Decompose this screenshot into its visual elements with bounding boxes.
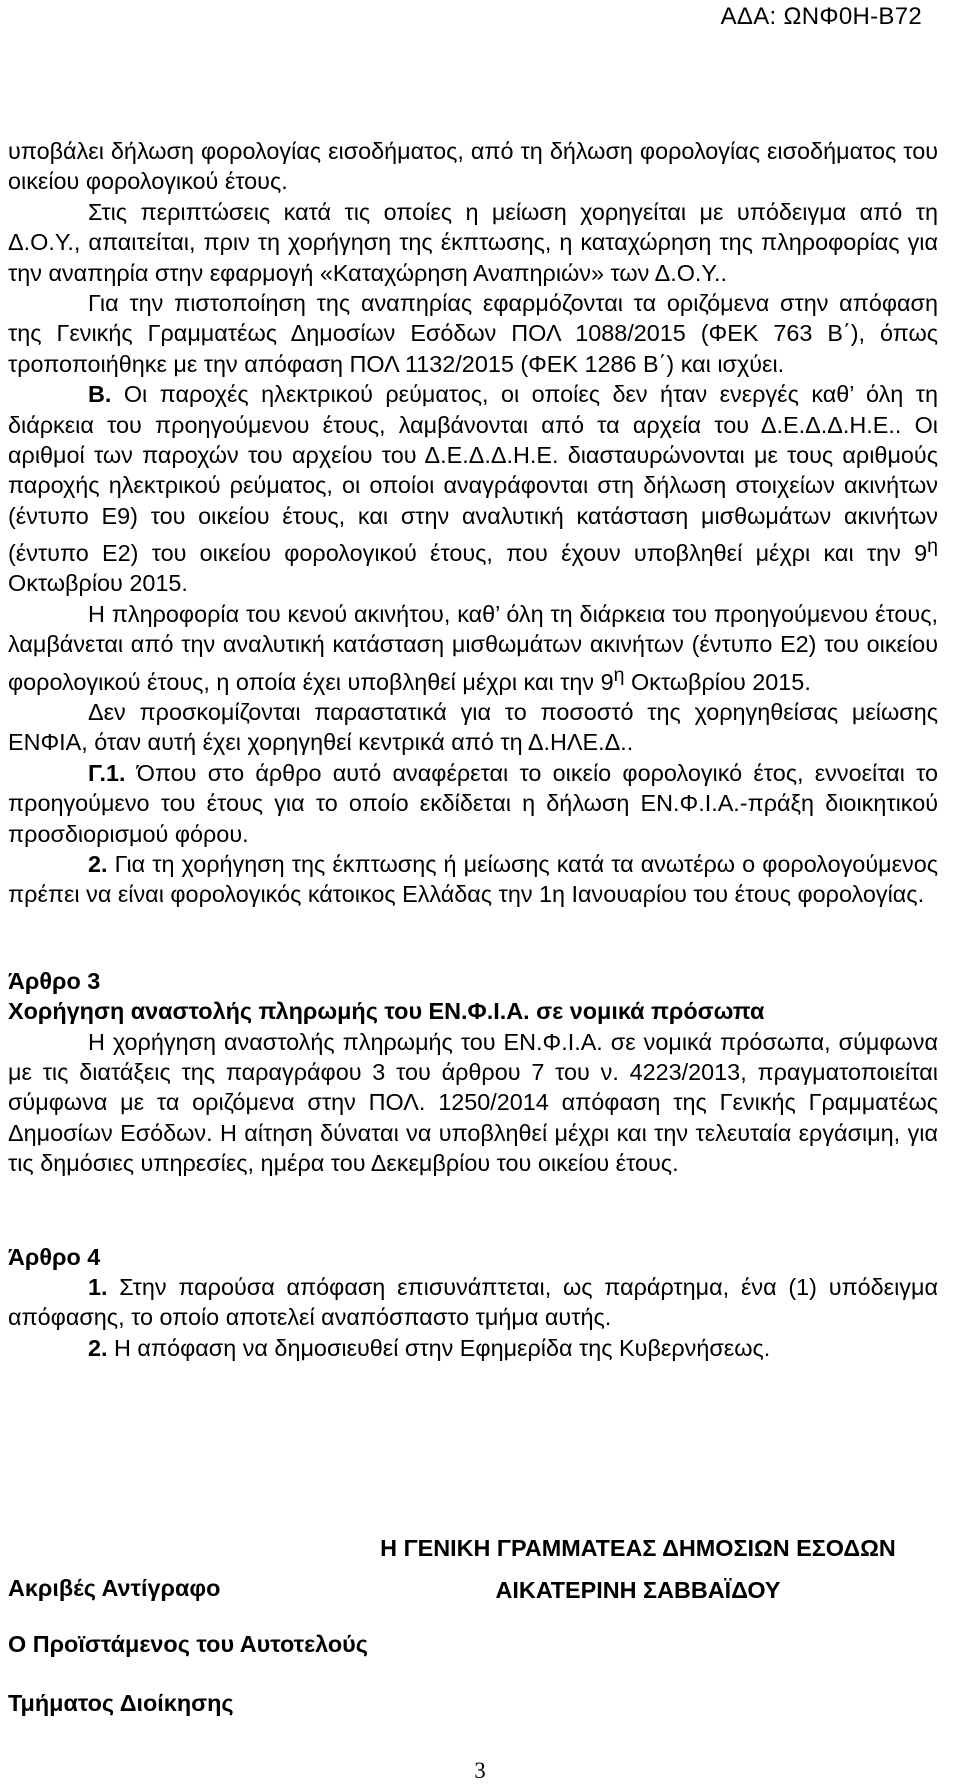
section-label: Β. [88, 381, 112, 408]
true-copy-label: Ακριβές Αντίγραφο [8, 1575, 221, 1601]
paragraph [8, 288, 938, 379]
paragraph-text: Δεν προσκομίζονται παραστατικά για το ποσοστό της χορηγηθείσας μείωσης ΕΝΦΙΑ, όταν αυτή έχει χορηγηθεί κεντρικά από τη Δ.ΗΛΕ.Δ.. [8, 698, 938, 756]
department-label: Τμήματος Διοίκησης [8, 1690, 234, 1716]
signature-block [338, 1527, 938, 1611]
ada-code: ΑΔΑ: ΩΝΦ0Η-Β72 [720, 3, 922, 30]
spacer [8, 910, 938, 966]
article-3-title: Χορήγηση αναστολής πληρωμής του ΕΝ.Φ.Ι.Α. σε νομικά πρόσωπα [8, 998, 765, 1025]
section-label: Γ.1. [88, 759, 126, 786]
paragraph [8, 697, 938, 758]
head-of-unit-label: Ο Προϊστάμενος του Αυτοτελούς [8, 1631, 368, 1657]
paragraph [8, 1272, 938, 1333]
paragraph [8, 849, 938, 910]
signatory-role: Η ΓΕΝΙΚΗ ΓΡΑΜΜΑΤΕΑΣ ΔΗΜΟΣΙΩΝ ΕΣΟΔΩΝ [380, 1535, 896, 1561]
item-label: 1. [88, 1274, 108, 1300]
section-label: 2. [88, 850, 108, 877]
paragraph [8, 758, 938, 849]
paragraph-text: Οκτωβρίου 2015. [8, 570, 188, 597]
ordinal-suffix: η [927, 535, 938, 558]
article-3-heading: Άρθρο 3 [8, 967, 101, 994]
paragraph-text: Η χορήγηση αναστολής πληρωμής του ΕΝ.Φ.Ι.Α. σε νομικά πρόσωπα, σύμφωνα με τις διατάξεις της παραγράφου 3 του άρθρου 7 του ν. 4223/2013, πραγματοποιείται σύμφωνα με τα οριζόμενα στην ΠΟΛ. 1250/2014 απόφαση της Γενικής Γραμματέως Δημοσίων Εσόδων. Η αίτηση δύναται να υποβληθεί μέχρι και την τελευταία εργάσιμη, για τις δημόσιες υπηρεσίες, ημέρα του Δεκεμβρίου του οικείου έτους. [8, 1028, 938, 1177]
article-4-heading: Άρθρο 4 [8, 1243, 101, 1270]
paragraph [8, 1027, 938, 1179]
paragraph [8, 1333, 938, 1363]
paragraph [8, 599, 938, 697]
paragraph-text: Όπου στο άρθρο αυτό αναφέρεται το οικείο φορολογικό έτος, εννοείται το προηγούμενο του έτους για το οποίο εκδίδεται η δήλωση ΕΝ.Φ.Ι.Α.-πράξη διοικητικού προσδιορισμού φόρου. [8, 759, 938, 847]
page-number: 3 [474, 1758, 486, 1783]
spacer [8, 1179, 938, 1242]
paragraph-text: Για τη χορήγηση της έκπτωσης ή μείωσης κατά τα ανωτέρω ο φορολογούμενος πρέπει να είναι φορολογικός κάτοικος Ελλάδας την 1η Ιανουαρίου του έτους φορολογίας. [8, 850, 938, 908]
paragraph [8, 136, 938, 197]
paragraph-text: Η απόφαση να δημοσιευθεί στην Εφημερίδα της Κυβερνήσεως. [107, 1334, 771, 1361]
paragraph [8, 379, 938, 599]
paragraph [8, 197, 938, 288]
paragraph-text: Στην παρούσα απόφαση επισυνάπτεται, ως παράρτημα, ένα (1) υπόδειγμα απόφασης, το οποίο αποτελεί αναπόσπαστο τμήμα αυτής. [8, 1274, 938, 1331]
paragraph-text: Η πληροφορία του κενού ακινήτου, καθ’ όλη τη διάρκεια του προηγούμενου έτους, λαμβάνεται από την αναλυτική κατάσταση μισθωμάτων ακινήτων (έντυπο Ε2) του οικείου φορολογικού έτους, η οποία έχει υποβληθεί μέχρι και την 9 [8, 600, 938, 695]
document-body [8, 136, 938, 1363]
ordinal-suffix: η [613, 663, 625, 686]
paragraph-text: υποβάλει δήλωση φορολογίας εισοδήματος, από τη δήλωση φορολογίας εισοδήματος του οικείου φορολογικού έτους. [8, 138, 938, 195]
paragraph-text: Στις περιπτώσεις κατά τις οποίες η μείωση χορηγείται με υπόδειγμα από τη Δ.Ο.Υ., απαιτείται, πριν τη χορήγηση της έκπτωσης, η καταχώρηση της πληροφορίας για την αναπηρία στην εφαρμογή «Καταχώρηση Αναπηριών» των Δ.Ο.Υ.. [8, 198, 938, 286]
item-label: 2. [88, 1334, 108, 1361]
paragraph-text: Για την πιστοποίηση της αναπηρίας εφαρμόζονται τα οριζόμενα στην απόφαση της Γενικής Γραμματέως Δημοσίων Εσόδων ΠΟΛ 1088/2015 (ΦΕΚ 763 Β΄), όπως τροποποιήθηκε με την απόφαση ΠΟΛ 1132/2015 (ΦΕΚ 1286 Β΄) και ισχύει. [8, 290, 938, 377]
paragraph-text: Οκτωβρίου 2015. [624, 668, 811, 695]
signatory-name: ΑΙΚΑΤΕΡΙΝΗ ΣΑΒΒΑΪΔΟΥ [495, 1577, 781, 1603]
paragraph-text: Οι παροχές ηλεκτρικού ρεύματος, οι οποίες δεν ήταν ενεργές καθ’ όλη τη διάρκεια του προηγούμενου έτους, λαμβάνονται από τα αρχεία του Δ.Ε.Δ.Δ.Η.Ε.. Οι αριθμοί των παροχών του αρχείου του Δ.Ε.Δ.Δ.Η.Ε. διασταυρώνονται με τους αριθμούς παροχής ηλεκτρικού ρεύματος, οι οποίοι αναγράφονται στη δήλωση στοιχείων ακινήτων (έντυπο Ε9) του οικείου έτους, και στην αναλυτική κατάσταση μισθωμάτων ακινήτων (έντυπο Ε2) του οικείου φορολογικού έτους, που έχουν υποβληθεί μέχρι και την 9 [8, 381, 938, 567]
